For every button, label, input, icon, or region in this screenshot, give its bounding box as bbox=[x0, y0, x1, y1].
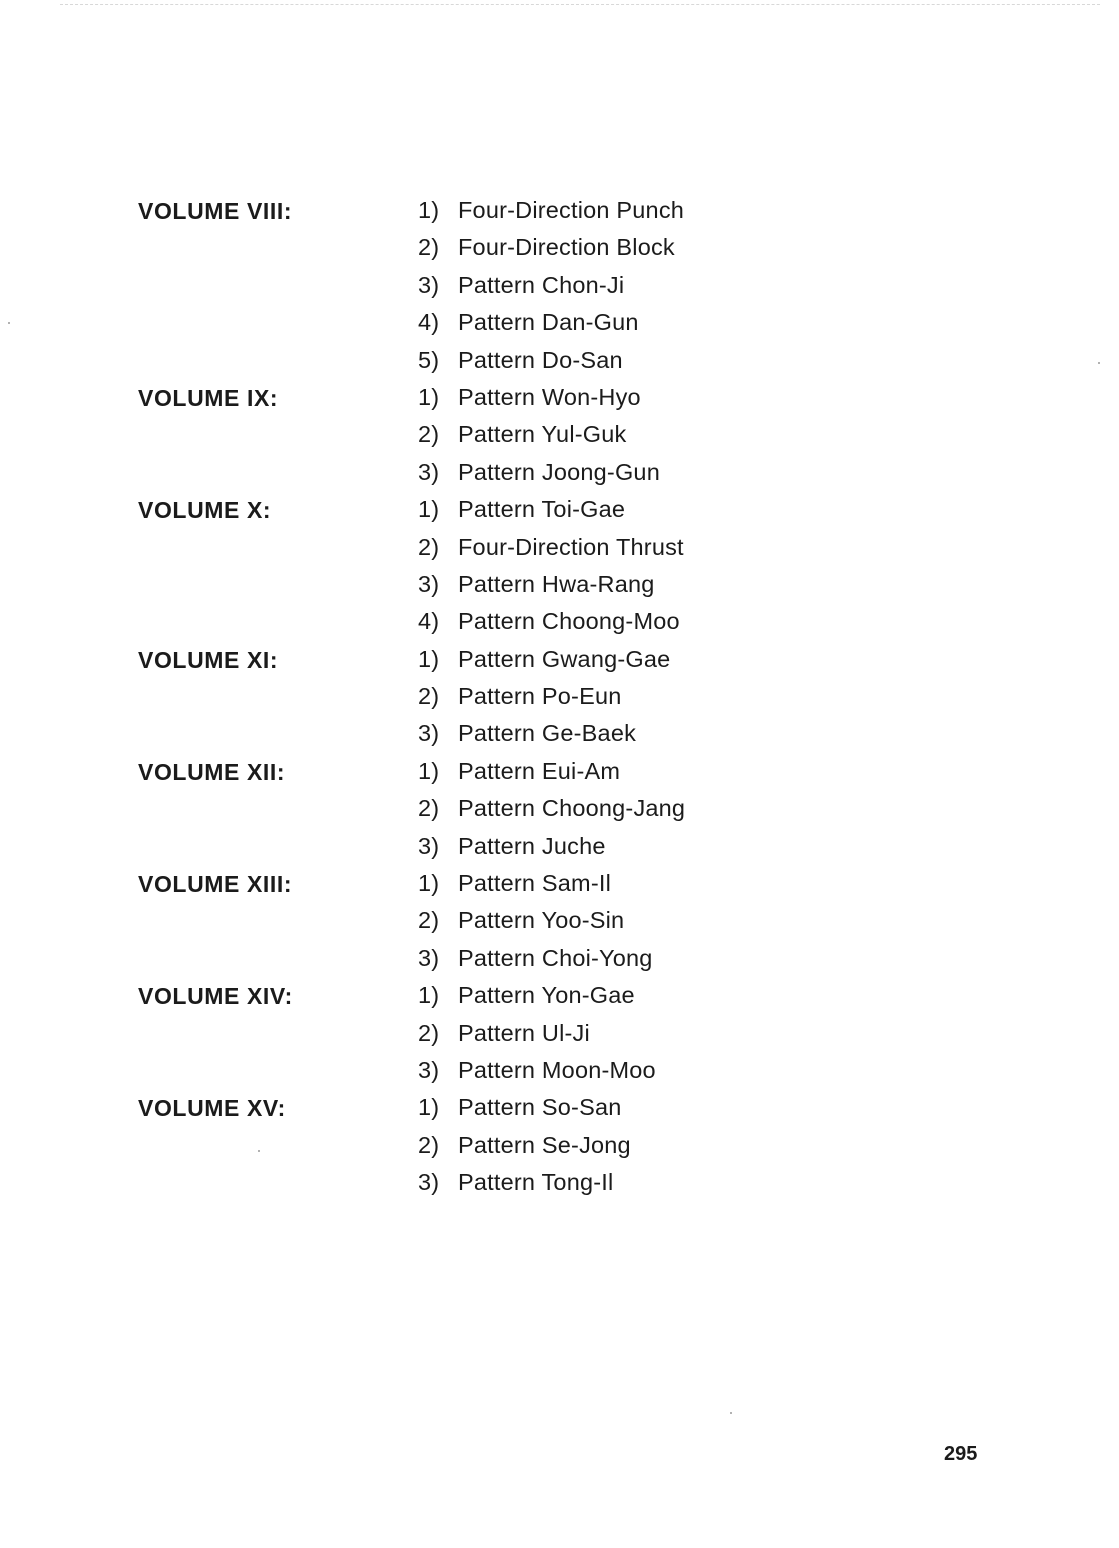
scan-speck bbox=[730, 1412, 732, 1414]
list-item bbox=[418, 1052, 838, 1089]
item-title: Pattern Hwa-Rang bbox=[458, 570, 655, 597]
item-title: Four-Direction Thrust bbox=[458, 533, 684, 560]
volume-contents-list bbox=[418, 491, 838, 641]
item-number: 1) bbox=[418, 383, 440, 410]
item-title: Pattern Se-Jong bbox=[458, 1131, 631, 1158]
item-number: 1) bbox=[418, 870, 440, 897]
item-number: 3) bbox=[418, 458, 440, 485]
item-title: Pattern Choong-Moo bbox=[458, 608, 680, 635]
item-title: Pattern Gwang-Gae bbox=[458, 645, 671, 672]
item-number: 3) bbox=[418, 570, 440, 597]
volume-label: VOLUME IX: bbox=[138, 384, 279, 411]
scan-speck bbox=[8, 322, 10, 324]
volume-block bbox=[138, 1089, 838, 1201]
volume-contents-list bbox=[418, 1089, 838, 1201]
item-title: Pattern Do-San bbox=[458, 346, 623, 373]
volume-contents-list bbox=[418, 641, 838, 753]
item-number: 5) bbox=[418, 346, 440, 373]
item-title: Pattern Tong-Il bbox=[458, 1169, 614, 1196]
volume-label: VOLUME XV: bbox=[138, 1095, 286, 1122]
item-title: Pattern Dan-Gun bbox=[458, 309, 639, 336]
list-item bbox=[418, 828, 838, 865]
item-title: Pattern Choi-Yong bbox=[458, 944, 653, 971]
item-number: 2) bbox=[418, 421, 440, 448]
list-item bbox=[418, 342, 838, 379]
volume-label: VOLUME XIII: bbox=[138, 871, 293, 898]
list-item bbox=[418, 1015, 838, 1052]
item-number: 1) bbox=[418, 496, 440, 523]
list-item bbox=[418, 977, 838, 1014]
volume-contents-list bbox=[418, 379, 838, 491]
list-item bbox=[418, 715, 838, 752]
item-number: 1) bbox=[418, 645, 440, 672]
list-item bbox=[418, 790, 838, 827]
item-number: 1) bbox=[418, 197, 440, 223]
list-item bbox=[418, 940, 838, 977]
item-number: 3) bbox=[418, 1056, 440, 1083]
volume-block bbox=[138, 865, 838, 977]
list-item bbox=[418, 192, 838, 229]
item-number: 3) bbox=[418, 944, 440, 971]
volume-contents-list bbox=[418, 865, 838, 977]
volume-block bbox=[138, 753, 838, 865]
item-number: 3) bbox=[418, 832, 440, 859]
page-number: 295 bbox=[944, 1443, 978, 1465]
item-number: 3) bbox=[418, 271, 440, 298]
list-item bbox=[418, 267, 838, 304]
list-item bbox=[418, 304, 838, 341]
volume-block bbox=[138, 379, 838, 491]
volume-block bbox=[138, 641, 838, 753]
list-item bbox=[418, 229, 838, 266]
list-item bbox=[418, 1164, 838, 1201]
list-item bbox=[418, 1127, 838, 1164]
volume-contents-list bbox=[418, 192, 838, 379]
item-title: Pattern Won-Hyo bbox=[458, 383, 641, 410]
item-title: Pattern Joong-Gun bbox=[458, 458, 660, 485]
scan-speck bbox=[1098, 362, 1100, 364]
item-title: Pattern Ul-Ji bbox=[458, 1019, 590, 1046]
item-number: 3) bbox=[418, 720, 440, 747]
item-number: 2) bbox=[418, 907, 440, 934]
item-title: Pattern Juche bbox=[458, 832, 606, 859]
volume-block bbox=[138, 977, 838, 1089]
list-item bbox=[418, 641, 838, 678]
volume-block bbox=[138, 491, 838, 641]
item-title: Pattern Sam-Il bbox=[458, 870, 611, 897]
item-title: Pattern Ge-Baek bbox=[458, 720, 637, 747]
item-number: 1) bbox=[418, 757, 440, 784]
item-title: Pattern Yoo-Sin bbox=[458, 907, 625, 934]
list-item bbox=[418, 1089, 838, 1126]
list-item bbox=[418, 678, 838, 715]
item-title: Four-Direction Block bbox=[458, 234, 675, 261]
list-item bbox=[418, 865, 838, 902]
item-number: 2) bbox=[418, 533, 440, 560]
volume-block bbox=[138, 192, 838, 379]
volume-contents-list bbox=[418, 977, 838, 1089]
list-item bbox=[418, 902, 838, 939]
volume-label: VOLUME XII: bbox=[138, 758, 286, 785]
volume-label: VOLUME VIII: bbox=[138, 198, 293, 224]
list-item bbox=[418, 529, 838, 566]
item-number: 1) bbox=[418, 1094, 440, 1121]
item-number: 2) bbox=[418, 795, 440, 822]
item-title: Pattern So-San bbox=[458, 1094, 622, 1121]
list-item bbox=[418, 753, 838, 790]
list-item bbox=[418, 603, 838, 640]
item-title: Pattern Yul-Guk bbox=[458, 421, 627, 448]
item-title: Pattern Eui-Am bbox=[458, 757, 621, 784]
item-number: 2) bbox=[418, 683, 440, 710]
item-number: 1) bbox=[418, 982, 440, 1009]
list-item bbox=[418, 416, 838, 453]
volume-contents-list bbox=[418, 753, 838, 865]
list-item bbox=[418, 566, 838, 603]
item-number: 3) bbox=[418, 1169, 440, 1196]
item-title: Pattern Choong-Jang bbox=[458, 795, 686, 822]
item-number: 2) bbox=[418, 234, 440, 261]
volume-label: VOLUME XI: bbox=[138, 646, 279, 673]
item-title: Four-Direction Punch bbox=[458, 197, 685, 223]
item-number: 4) bbox=[418, 608, 440, 635]
item-title: Pattern Moon-Moo bbox=[458, 1056, 656, 1083]
item-title: Pattern Toi-Gae bbox=[458, 496, 626, 523]
table-of-contents bbox=[138, 192, 838, 1202]
list-item bbox=[418, 491, 838, 528]
volume-label: VOLUME X: bbox=[138, 497, 272, 524]
item-title: Pattern Chon-Ji bbox=[458, 271, 625, 298]
list-item bbox=[418, 454, 838, 491]
item-title: Pattern Po-Eun bbox=[458, 683, 622, 710]
list-item bbox=[418, 379, 838, 416]
item-number: 2) bbox=[418, 1131, 440, 1158]
volume-label: VOLUME XIV: bbox=[138, 983, 293, 1010]
item-title: Pattern Yon-Gae bbox=[458, 982, 635, 1009]
item-number: 4) bbox=[418, 309, 440, 336]
scan-top-edge bbox=[60, 4, 1100, 5]
item-number: 2) bbox=[418, 1019, 440, 1046]
